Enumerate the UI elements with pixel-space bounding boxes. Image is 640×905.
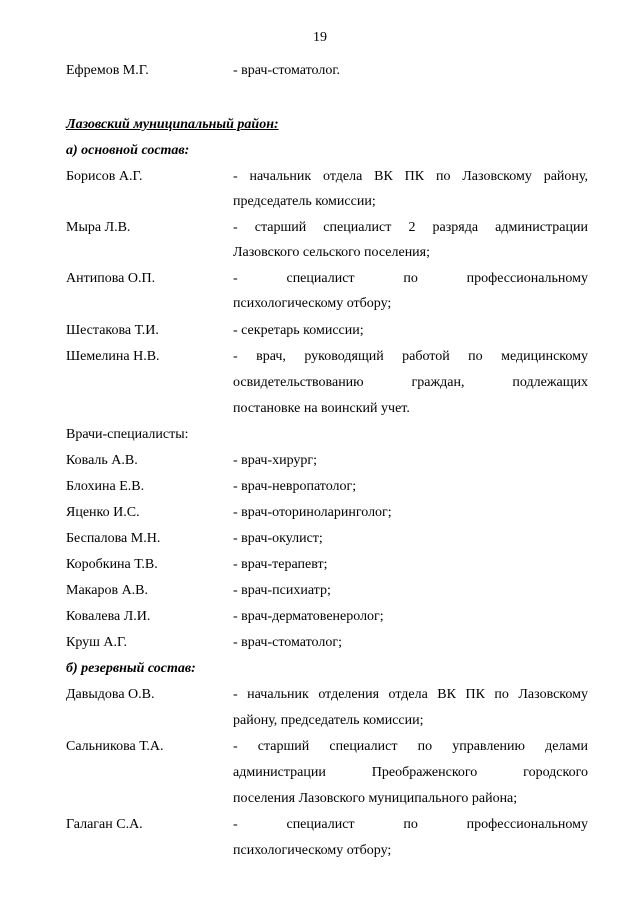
- main-composition-heading: а) основной состав:: [66, 143, 190, 158]
- specialist-role: - врач-стоматолог;: [233, 635, 342, 650]
- reserve-member-role-line: психологическому отбору;: [233, 843, 392, 858]
- member-role-line: постановке на воинский учет.: [233, 401, 410, 416]
- specialist-role: - врач-психиатр;: [233, 583, 331, 598]
- member-role-line: - начальник отдела ВК ПК по Лазовскому району,: [233, 169, 588, 184]
- reserve-composition-heading: б) резервный состав:: [66, 661, 196, 676]
- member-role-line: освидетельствованию граждан, подлежащих: [233, 375, 588, 390]
- top-entry-role: - врач-стоматолог.: [233, 63, 341, 78]
- specialist-role: - врач-дерматовенеролог;: [233, 609, 384, 624]
- specialist-name: Яценко И.С.: [66, 505, 140, 520]
- member-role-line: председатель комиссии;: [233, 194, 376, 209]
- specialist-role: - врач-хирург;: [233, 453, 318, 468]
- district-heading: Лазовский муниципальный район:: [66, 117, 279, 132]
- member-role-line: - старший специалист 2 разряда администрации: [233, 220, 588, 235]
- specialist-name: Коваль А.В.: [66, 453, 138, 468]
- specialists-label: Врачи-специалисты:: [66, 427, 189, 442]
- member-role-line: - секретарь комиссии;: [233, 323, 364, 338]
- reserve-member-role-line: поселения Лазовского муниципального района;: [233, 791, 518, 806]
- reserve-member-role-line: администрации Преображенского городского: [233, 765, 588, 780]
- specialist-role: - врач-терапевт;: [233, 557, 328, 572]
- member-role-line: Лазовского сельского поселения;: [233, 245, 431, 260]
- member-role-line: психологическому отбору;: [233, 296, 392, 311]
- member-name: Борисов А.Г.: [66, 169, 143, 184]
- reserve-member-role-line: - старший специалист по управлению делами: [233, 739, 588, 754]
- specialist-role: - врач-окулист;: [233, 531, 323, 546]
- top-entry-name: Ефремов М.Г.: [66, 63, 149, 78]
- specialist-name: Круш А.Г.: [66, 635, 128, 650]
- specialist-name: Беспалова М.Н.: [66, 531, 161, 546]
- member-name: Антипова О.П.: [66, 271, 156, 286]
- reserve-member-role-line: - специалист по профессиональному: [233, 817, 588, 832]
- specialist-role: - врач-оториноларинголог;: [233, 505, 392, 520]
- reserve-member-name: Давыдова О.В.: [66, 687, 155, 702]
- specialist-name: Макаров А.В.: [66, 583, 149, 598]
- member-name: Шемелина Н.В.: [66, 349, 160, 364]
- member-role-line: - специалист по профессиональному: [233, 271, 588, 286]
- specialist-role: - врач-невропатолог;: [233, 479, 357, 494]
- reserve-member-name: Сальникова Т.А.: [66, 739, 164, 754]
- specialist-name: Коробкина Т.В.: [66, 557, 158, 572]
- reserve-member-role-line: - начальник отделения отдела ВК ПК по Лазовскому: [233, 687, 588, 702]
- member-name: Мыра Л.В.: [66, 220, 131, 235]
- reserve-member-role-line: району, председатель комиссии;: [233, 713, 424, 728]
- member-name: Шестакова Т.И.: [66, 323, 159, 338]
- page-number: 19: [313, 30, 327, 45]
- reserve-member-name: Галаган С.А.: [66, 817, 143, 832]
- member-role-line: - врач, руководящий работой по медицинскому: [233, 349, 588, 364]
- specialist-name: Блохина Е.В.: [66, 479, 145, 494]
- specialist-name: Ковалева Л.И.: [66, 609, 151, 624]
